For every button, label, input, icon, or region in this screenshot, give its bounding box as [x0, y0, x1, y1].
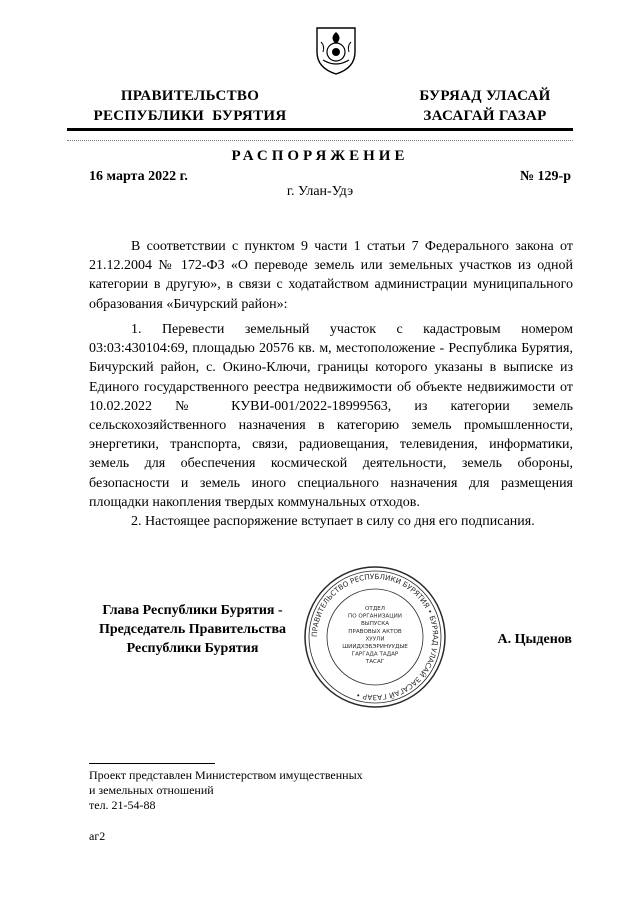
stamp-center-line: ОТДЕЛ: [365, 606, 385, 612]
signatory-title-line1: Глава Республики Бурятия -: [102, 603, 283, 618]
government-name-russian-line1: ПРАВИТЕЛЬСТВО: [120, 88, 260, 104]
stamp-center-line: ТАСАГ: [365, 659, 385, 666]
signatory-title-line3: Республики Бурятия: [126, 641, 259, 656]
government-name-buryat-line2: ЗАСАГАЙ ГАЗАР: [423, 108, 547, 124]
government-name-buryat-line1: БУРЯАД УЛАСАЙ: [419, 88, 551, 104]
stamp-center-line: ШИИДХЭБЭРИНУУДЫЕ: [342, 644, 408, 650]
paragraph-item-1: 1. Перевести земельный участок с кадастровым номером 03:03:430104:69, площадью 20576 кв. м, местоположение - Республика Бурятия, Бичурский район, с. Окино-Ключи, границы которого указаны в выписке из Единого государственного реестра недвижимости об объекте недвижимости от 10.02.2022 № КУВИ-001/2022-18999563, из категории земель сельскохозяйственного назначения в категорию земель промышленности, энергетики, транспорта, связи, радиовещания, телевидения, информатики, земель для обеспечения космической деятельности, земель обороны, безопасности и земель иного специального назначения для размещения площадки накопления твердых коммунальных отходов.: [89, 322, 573, 510]
stamp-center-line: ПРАВОВЫХ АКТОВ: [348, 628, 402, 635]
document-number: № 129-р: [519, 169, 571, 184]
coat-of-arms-icon: [313, 22, 359, 76]
footer-line1: Проект представлен Министерством имущественных: [89, 768, 363, 782]
footer-line2: и земельных отношений: [89, 783, 214, 797]
stamp-center-line: ПО ОРГАНИЗАЦИИ: [348, 613, 402, 620]
header-dotted-divider: [67, 140, 573, 141]
header-divider: [67, 128, 573, 131]
paragraph-intro: В соответствии с пунктом 9 части 1 статьи 7 Федерального закона от 21.12.2004 № 172-ФЗ «О переводе земель или земельных участков из одной категории в другую», в связи с ходатайством администрации муниципального образования «Бичурский район»:: [89, 239, 573, 312]
document-date: 16 марта 2022 г.: [89, 169, 188, 184]
stamp-ring-text: ПРАВИТЕЛЬСТВО РЕСПУБЛИКИ БУРЯТИЯ • БУРЯАД УЛАСАЙ ЗАСАГАЙ ГАЗАР •: [309, 571, 441, 703]
government-name-russian: [80, 86, 300, 126]
footer-note: [89, 768, 363, 813]
government-name-russian-line2: РЕСПУБЛИКИ БУРЯТИЯ: [93, 108, 287, 124]
government-name-buryat: [400, 86, 570, 126]
document-code: аг2: [89, 829, 106, 843]
signatory-title-line2: Председатель Правительства: [98, 622, 287, 637]
document-title: РАСПОРЯЖЕНИЕ: [231, 148, 409, 164]
signatory-title: [60, 601, 325, 658]
paragraph-item-2: 2. Настоящее распоряжение вступает в силу со дня его подписания.: [131, 514, 535, 529]
stamp-center-line: ВЫПУСКА: [360, 621, 390, 628]
stamp-center-line: ГАРГАДА ТАДАР: [351, 651, 399, 658]
footer-divider: [89, 763, 215, 764]
signatory-name: А. Цыденов: [497, 632, 572, 647]
stamp-center-line: ХУУЛИ: [365, 636, 385, 643]
footer-phone: тел. 21-54-88: [89, 798, 156, 812]
document-city: г. Улан-Удэ: [286, 184, 354, 199]
